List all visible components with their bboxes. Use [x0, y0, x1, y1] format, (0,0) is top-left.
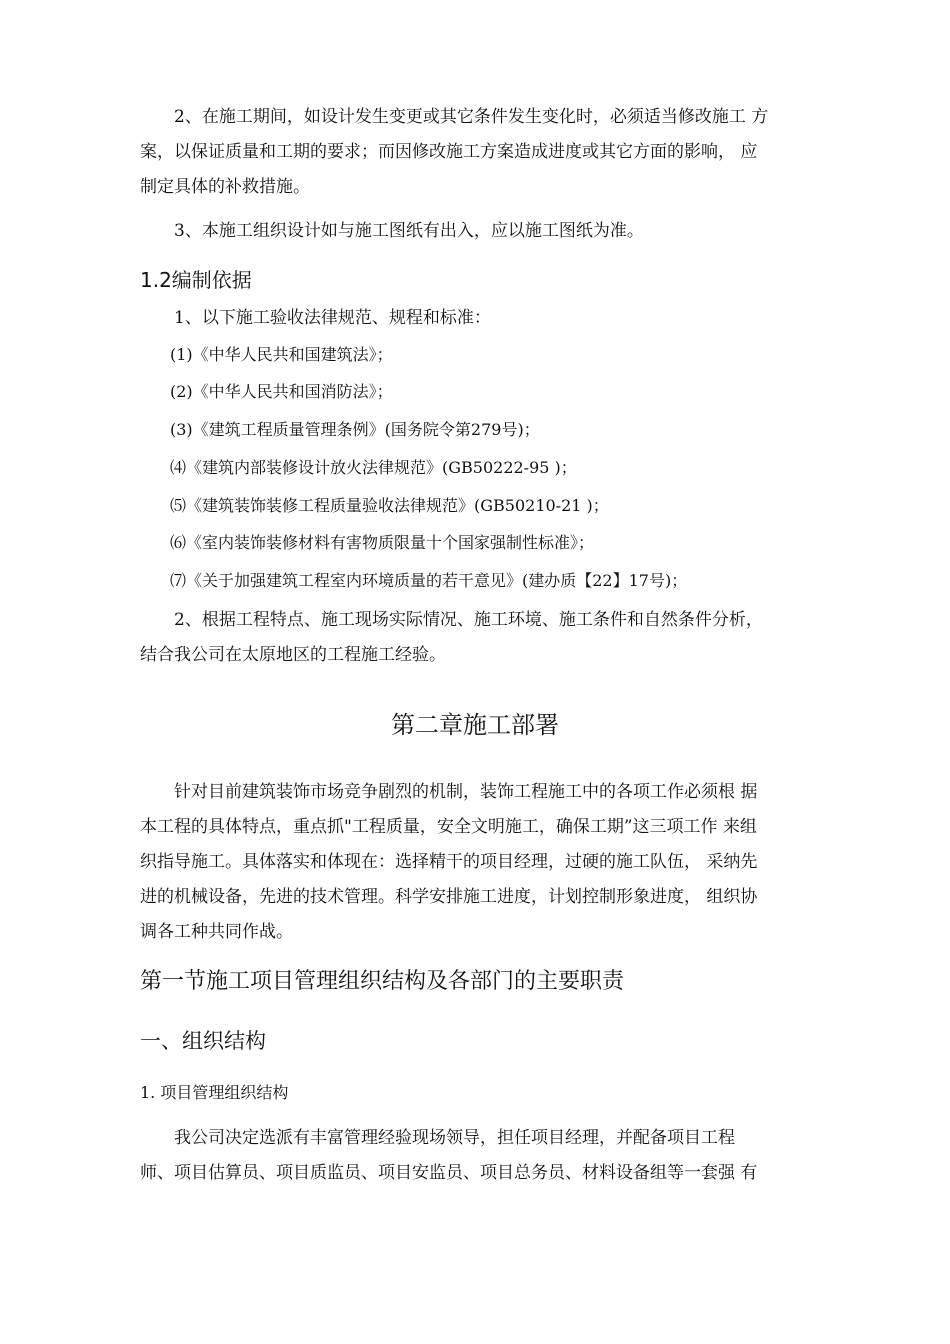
- law-item: (2)《中华人民共和国消防法》；: [170, 382, 393, 401]
- paragraph-line: 2、在施工期间，如设计发生变更或其它条件发生变化时，必须适当修改施工 方: [174, 107, 769, 127]
- paragraph-line: 本工程的具体特点，重点抓"工程质量，安全文明施工，确保工期”这三项工作 来组: [140, 817, 757, 837]
- paragraph-line: 结合我公司在太原地区的工程施工经验。: [140, 645, 446, 665]
- paragraph-design-change: [140, 100, 816, 205]
- paragraph-line: 我公司决定选派有丰富管理经验现场领导，担任项目经理，并配备项目工程: [174, 1128, 735, 1148]
- paragraph-drawings-priority: 3、本施工组织设计如与施工图纸有出入，应以施工图纸为准。: [174, 221, 644, 241]
- paragraph-line: 师、项目估算员、项目质监员、项目安监员、项目总务员、材料设备组等一套强 有: [140, 1163, 758, 1183]
- law-item: (1)《中华人民共和国建筑法》；: [170, 345, 393, 364]
- paragraph-line: 针对目前建筑装饰市场竞争剧烈的机制，装饰工程施工中的各项工作必须根 据: [174, 782, 758, 802]
- section-heading-1-2: 1.2编制依据: [140, 268, 252, 292]
- paragraph-closing: [140, 1121, 816, 1191]
- law-item: ⑹《室内装饰装修材料有害物质限量十个国家强制性标准》；: [170, 533, 595, 552]
- paragraph-basis-1: 1、以下施工验收法律规范、规程和标准：: [174, 308, 491, 328]
- paragraph-chapter-intro: [140, 775, 816, 950]
- law-item: (3)《建筑工程质量管理条例》(国务院令第279号)；: [170, 420, 540, 439]
- paragraph-line: 2、根据工程特点、施工现场实际情况、施工环境、施工条件和自然条件分析，: [174, 610, 763, 630]
- law-item: ⑷《建筑内部装修设计放火法律规范》(GB50222-95 )；: [170, 458, 577, 477]
- paragraph-line: 案，以保证质量和工期的要求；而因修改施工方案造成进度或其它方面的影响， 应: [140, 142, 758, 162]
- paragraph-basis-2: [140, 603, 816, 673]
- numbered-heading-org-structure: 1. 项目管理组织结构: [140, 1083, 289, 1102]
- section-heading-1: 第一节施工项目管理组织结构及各部门的主要职责: [140, 969, 625, 994]
- paragraph-line: 调各工种共同作战。: [140, 922, 293, 942]
- paragraph-line: 制定具体的补救措施。: [140, 177, 310, 197]
- paragraph-line: 织指导施工。具体落实和体现在：选择精干的项目经理，过硬的施工队伍， 采纳先: [140, 852, 758, 872]
- law-item: ⑺《关于加强建筑工程室内环境质量的若干意见》(建办质【22】17号)；: [170, 571, 688, 590]
- paragraph-line: 进的机械设备，先进的技术管理。科学安排施工进度，计划控制形象进度， 组织协: [140, 887, 758, 907]
- law-item: ⑸《建筑装饰装修工程质量验收法律规范》(GB50210-21 )；: [170, 496, 609, 515]
- subsection-heading-org: 一、组织结构: [140, 1029, 266, 1053]
- chapter-title: 第二章施工部署: [391, 711, 559, 739]
